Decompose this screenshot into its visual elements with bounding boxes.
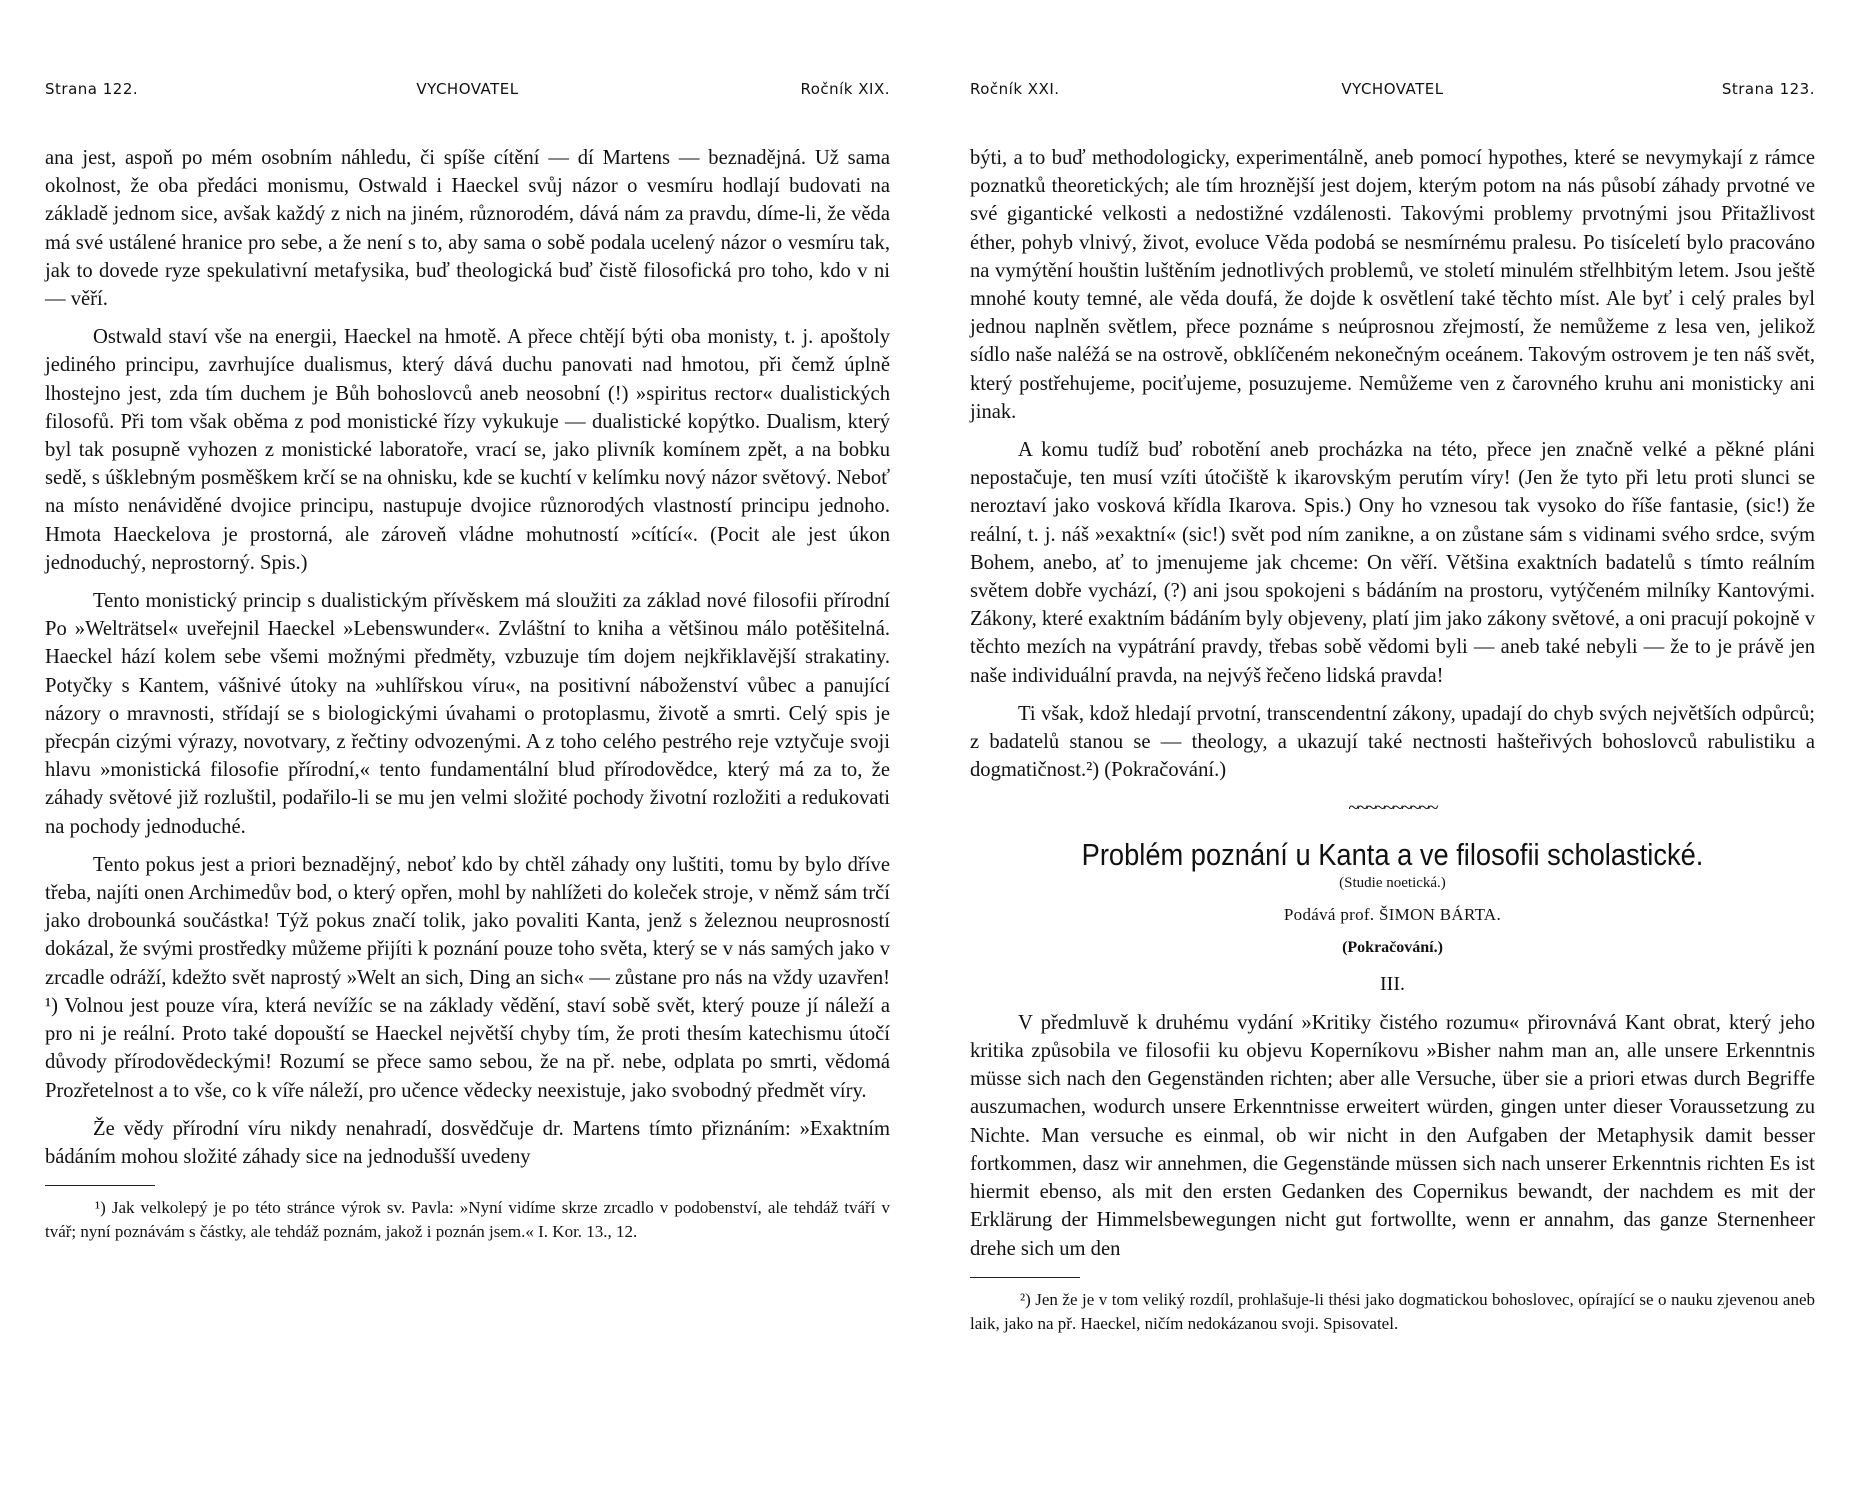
continuation-note: (Pokračování.) bbox=[1342, 938, 1443, 956]
paragraph: býti, a to buď methodologicky, experimentálně, aneb pomocí hypothes, které se nevymykají z rámce poznatků theoretických; ale tím hroznější jest dojem, kterým potom na nás působí záhady prvotné ve své gigantické velkosti a nedostižné vzdálenosti. Takovými problemy prvotnými jsou Přitažlivost éther, pohyb vlnivý, život, evoluce Věda podobá se nesmírnému pralesu. Po tisíceletí bylo pracováno na vymýtění houštin luštěním jednotlivých problemů, ve století minulém střelhbitým letem. Jsou ještě mnohé kouty temné, ale věda doufá, že dojde k osvětlení také těchto míst. Ale byť i celý prales byl jednou naplněn světlem, přece poznáme s neúprosnou zřejmostí, že nemůžeme z lesa ven, jelikož sídlo naše naléžá se na ostrově, obklíčeném nekonečným oceánem. Takovým ostrovem je ten náš svět, který postřehujeme, pociťujeme, posuzujeme. Nemůžeme ven z čarovného kruhu ani monisticky ani jinak. bbox=[970, 147, 1815, 423]
paragraph: Ostwald staví vše na energii, Haeckel na hmotě. A přece chtějí býti oba monisty, t. j. apoštoly jediného principu, zavrhujíce dualismus, který dává duchu panovati nad hmotou, při čemž úplně lhostejno jest, zda tím duchem je Bůh bohoslovců aneb neosobní (!) »spiritus rector« dualistických filosofů. Při tom však oběma z pod monistické řízy vykukuje — dualistické kopýtko. Dualism, který byl tak posupně vyhozen z monistické laboratoře, vrací se, jako plivník komínem zpět, a na bobku sedě, s úšklebným posměškem krčí se na ohnisku, kde se kuchtí v kelímku nový názor světový. Neboť na místo nenáviděné dvojice principu, nastupuje dvojice různorodých vlastností principu jednoho. Hmota Haeckelova je prostorná, ale zároveň vládne mohutností »cítící«. (Pocit ale jest úkon jednoduchý, neprostorný. Spis.) bbox=[45, 326, 890, 574]
journal-title: VYCHOVATEL bbox=[416, 80, 519, 98]
article-author: Podává prof. ŠIMON BÁRTA. bbox=[1283, 904, 1502, 924]
running-header-right bbox=[970, 80, 1815, 114]
footnote-divider bbox=[970, 1277, 1080, 1278]
page-number: Strana 122. bbox=[45, 80, 139, 98]
paragraph: A komu tudíž buď robotění aneb procházka na této, přece jen značně velké a pěkné pláni nepostačuje, ten musí vzíti útočiště k ikarovským perutím víry! (Jen že tyto při letu proti slunci se neroztaví jako vosková křídla Ikarova. Spis.) Ony ho vznesou tak vysoko do říše fantasie, (sic!) že reální, t. j. náš »exaktní« (sic!) svět pod ním zanikne, a on zůstane sám s vidinami svého srdce, svým Bohem, anebo, ať to jmenujeme jak chceme: On věří. Většina exaktních badatelů s tímto reálním světem dobře vychází, (?) ani jsou spokojeni s bádáním na prostoru, vytýčeném milníky Kantovými. Zákony, které exaktním bádáním byly objeveny, platí jim jako zákony světové, a oni pracují pokojně v těchto mezích na vypátrání pravdy, třebas sobě vědomi byli — aneb také nebyli — že to je právě jen naše individuální pravda, na nejvýš řečeno lidská pravda! bbox=[970, 439, 1815, 687]
right-body-text bbox=[970, 144, 1815, 1336]
footnote: ¹) Jak velkolepý je po této stránce výrok sv. Pavla: »Nyní vidíme skrze zrcadlo v podobenství, ale tehdáž tváří v tvář; nyní poznávám s částky, ale tehdáž poznám, jakož i poznán jsem.« I. Kor. 13., 12. bbox=[45, 1198, 890, 1242]
article-subtitle: (Studie noetická.) bbox=[1339, 874, 1446, 891]
paragraph: ana jest, aspoň po mém osobním náhledu, či spíše cítění — dí Martens — beznadějná. Už sama okolnost, že oba předáci monismu, Ostwald i Haeckel svůj názor o vesmíru hodlají budovati na základě jednom sice, avšak každý z nich na jiném, různorodém, dává nám za pravdu, díme-li, že věda má své ustálené hranice pro sebe, a že není s to, aby sama o sobě podala ucelený názor o vesmíru tak, jak to dovede ryze spekulativní metafysika, buď theologická buď čistě filosofická pro toho, kdo v ni — věří. bbox=[45, 147, 890, 311]
footnote: ²) Jen že je v tom veliký rozdíl, prohlašuje-li thési jako dogmatickou bohoslovec, opírající se o nauku zjevenou aneb laik, jako na př. Haeckel, ničím nedokázanou svoji. Spisovatel. bbox=[970, 1289, 1815, 1333]
journal-title: VYCHOVATEL bbox=[1341, 80, 1444, 98]
right-page bbox=[925, 0, 1850, 1500]
article-title: Problém poznání u Kanta a ve filosofii scholastické. bbox=[1081, 836, 1704, 872]
page-number: Strana 123. bbox=[1721, 80, 1815, 98]
volume-label: Ročník XIX. bbox=[800, 80, 890, 98]
left-body-text bbox=[45, 144, 890, 1244]
footnote-divider bbox=[45, 1185, 155, 1186]
section-number: III. bbox=[1380, 972, 1405, 995]
paragraph: Tento monistický princip s dualistickým přívěskem má sloužiti za základ nové filosofii přírodní Po »Welträtsel« uveřejnil Haeckel »Lebenswunder«. Zvláštní to kniha a většinou málo potěšitelná. Haeckel hází kolem sebe všemi možnými předměty, vzbuzuje tím dojem nejkřiklavější strakatiny. Potyčky s Kantem, vášnivé útoky na »uhlířskou víru«, na positivní náboženství vůbec a panující názory o mravnosti, střídají se s biologickými úvahami o protoplasmu, životě a smrti. Celý spis je přecpán cizými výrazy, novotvary, z řečtiny odvozenými. A z toho celého pestrého reje vztyčuje svoji hlavu »monistická filosofie přírodní,« tento fundamentální blud přírodovědce, který má za to, že záhady světové již rozluštil, podařilo-li se mu jen velmi složité pochody životní rozložiti a redukovati na pochody jednoduché. bbox=[45, 590, 890, 838]
paragraph: Tento pokus jest a priori beznadějný, neboť kdo by chtěl záhady ony luštiti, tomu by bylo dříve třeba, najíti onen Archimedův bod, o který opřen, mohl by nahlížeti do koleček stroje, v němž sám trčí jako drobounká součástka! Týž pokus značí tolik, jako povaliti Kanta, jenž s železnou neuprosností dokázal, že svými prostředky můžeme přijíti k poznání pouze toho světa, který se v nás samých jako v zrcadle odráží, kdežto svět naprostý »Welt an sich, Ding an sich« — zůstane pro nás na vždy uzavřen! ¹) Volnou jest pouze víra, která nevížíc se na základy vědění, staví sobě svět, který pouze jí náleží a pro ni je reální. Proto také dopouští se Haeckel největší chyby tím, že proti thesím katechismu útočí důvody přírodovědeckými! Rozumí se přece samo sebou, že na př. nebe, odplata po smrti, vědomá Prozřetelnost a to vše, co k víře náleží, pro učence vědecky neexistuje, jako svobodný předmět víry. bbox=[45, 853, 890, 1102]
running-header-left bbox=[45, 80, 890, 114]
paragraph: V předmluvě k druhému vydání »Kritiky čistého rozumu« přirovnává Kant obrat, který jeho kritika způsobila ve filosofii ku objevu Koperníkovu »Bisher nahm man an, alle unsere Erkenntnis müsse sich nach den Gegenständen richten; aber alle Versuche, über sie a priori etwas durch Begriffe auszumachen, wodurch unsere Erkenntnisse erweitert würden, gingen unter dieser Voraussetzung zu Nichte. Man versuche es einmal, ob wir nicht in den Aufgaben der Metaphysik damit besser fortkommen, dasz wir annehmen, die Gegenstände müssen sich nach unserer Erkenntnis richten Es ist hiermit ebenso, als mit den ersten Gedanken des Copernikus bewandt, der nachdem es mit der Erklärung der Himmelsbewegungen nicht gut fortwollte, wenn er annahm, das ganze Sternenheer drehe sich um den bbox=[970, 1011, 1815, 1260]
section-ornament: ~~~~~~~~~~ bbox=[1348, 797, 1437, 820]
paragraph: Ti však, kdož hledají prvotní, transcendentní zákony, upadají do chyb svých největších odpůrců; z badatelů stanou se — theology, a ukazují také nectnosti hašteřivých bohoslovců rabulistiku a dogmatičnost.²) (Pokračování.) bbox=[970, 702, 1815, 782]
paragraph: Že vědy přírodní víru nikdy nenahradí, dosvědčuje dr. Martens tímto přiznáním: »Exaktním bádáním mohou složité záhady sice na jednodušší uvedeny bbox=[45, 1117, 890, 1168]
volume-label: Ročník XXI. bbox=[970, 80, 1060, 98]
